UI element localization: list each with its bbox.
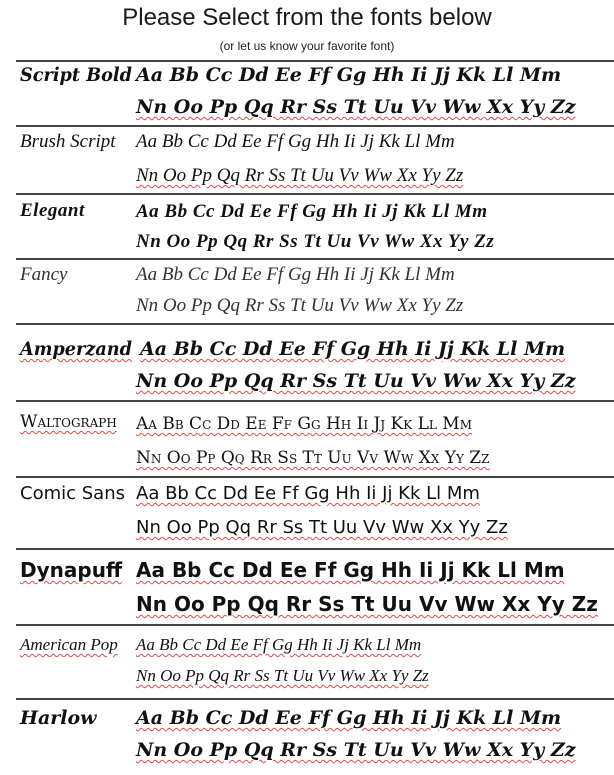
alphabet-line-2: Nn Oo Pp Qq Rr Ss Tt Uu Vv Ww Xx Yy Zz [136, 295, 464, 316]
alphabet-line-1: Aa Bb Cc Dd Ee Ff Gg Hh Ii Jj Kk Ll Mm [136, 414, 472, 434]
alphabet-line-2: Nn Oo Pp Qq Rr Ss Tt Uu Vv Ww Xx Yy Zz [136, 370, 576, 392]
alphabet-line-1: Aa Bb Cc Dd Ee Ff Gg Hh Ii Jj Kk Ll Mm [136, 64, 562, 86]
alphabet-line-2: Nn Oo Pp Qq Rr Ss Tt Uu Vv Ww Xx Yy Zz [136, 666, 429, 685]
page-subtitle: (or let us know your favorite font) [219, 39, 395, 53]
divider [16, 476, 614, 478]
divider [16, 323, 614, 325]
alphabet-line-2: Nn Oo Pp Qq Rr Ss Tt Uu Vv Ww Xx Yy Zz [136, 592, 598, 616]
font-row-comic-sans[interactable] [0, 479, 614, 547]
alphabet-line-1: Aa Bb Cc Dd Ee Ff Gg Hh Ii Jj Kk Ll Mm [136, 635, 422, 654]
font-row-dynapuff[interactable] [0, 552, 614, 624]
font-row-script-bold[interactable] [0, 62, 614, 124]
font-name: Brush Script [20, 131, 116, 152]
alphabet-line-1: Aa Bb Cc Dd Ee Ff Gg Hh Ii Jj Kk Ll Mm [136, 707, 562, 729]
divider [16, 698, 614, 700]
font-name: Waltograph [20, 412, 117, 432]
alphabet-line-2: Nn Oo Pp Qq Rr Ss Tt Uu Vv Ww Xx Yy Zz [136, 231, 495, 252]
alphabet-line-1: Aa Bb Cc Dd Ee Ff Gg Hh Ii Jj Kk Ll Mm [136, 201, 488, 222]
font-row-american-pop[interactable] [0, 628, 614, 698]
alphabet-line-1: Aa Bb Cc Dd Ee Ff Gg Hh Ii Jj Kk Ll Mm [136, 264, 455, 285]
font-row-amperzand[interactable] [0, 328, 614, 400]
alphabet-line-2: Nn Oo Pp Qq Rr Ss Tt Uu Vv Ww Xx Yy Zz [136, 165, 464, 186]
font-name: Elegant [20, 200, 85, 221]
alphabet-line-1: Aa Bb Cc Dd Ee Ff Gg Hh Ii Jj Kk Ll Mm [140, 338, 566, 360]
font-name: American Pop [20, 635, 118, 654]
divider [16, 548, 614, 550]
font-row-harlow[interactable] [0, 702, 614, 775]
alphabet-line-2: Nn Oo Pp Qq Rr Ss Tt Uu Vv Ww Xx Yy Zz [136, 739, 576, 761]
font-name: Harlow [20, 707, 97, 729]
alphabet-line-2: Nn Oo Pp Qq Rr Ss Tt Uu Vv Ww Xx Yy Zz [136, 96, 576, 118]
alphabet-line-2: Nn Oo Pp Qq Rr Ss Tt Uu Vv Ww Xx Yy Zz [136, 448, 490, 468]
divider [16, 193, 614, 195]
font-row-elegant[interactable] [0, 196, 614, 258]
alphabet-line-1: Aa Bb Cc Dd Ee Ff Gg Hh Ii Jj Kk Ll Mm [136, 131, 455, 152]
font-name: Dynapuff [20, 558, 123, 582]
font-row-brush-script[interactable] [0, 128, 614, 192]
divider [16, 624, 614, 626]
font-name: Comic Sans [20, 483, 125, 504]
alphabet-line-1: Aa Bb Cc Dd Ee Ff Gg Hh Ii Jj Kk Ll Mm [136, 558, 565, 582]
font-name: Amperzand [20, 338, 133, 360]
page-title: Please Select from the fonts below [122, 4, 492, 31]
alphabet-line-1: Aa Bb Cc Dd Ee Ff Gg Hh Ii Jj Kk Ll Mm [136, 483, 480, 504]
font-name: Fancy [20, 264, 68, 285]
divider [16, 400, 614, 402]
divider [16, 125, 614, 127]
font-row-waltograph[interactable] [0, 404, 614, 476]
divider [16, 258, 614, 260]
alphabet-line-2: Nn Oo Pp Qq Rr Ss Tt Uu Vv Ww Xx Yy Zz [136, 517, 508, 538]
font-name: Script Bold [20, 64, 133, 86]
font-row-fancy[interactable] [0, 261, 614, 323]
